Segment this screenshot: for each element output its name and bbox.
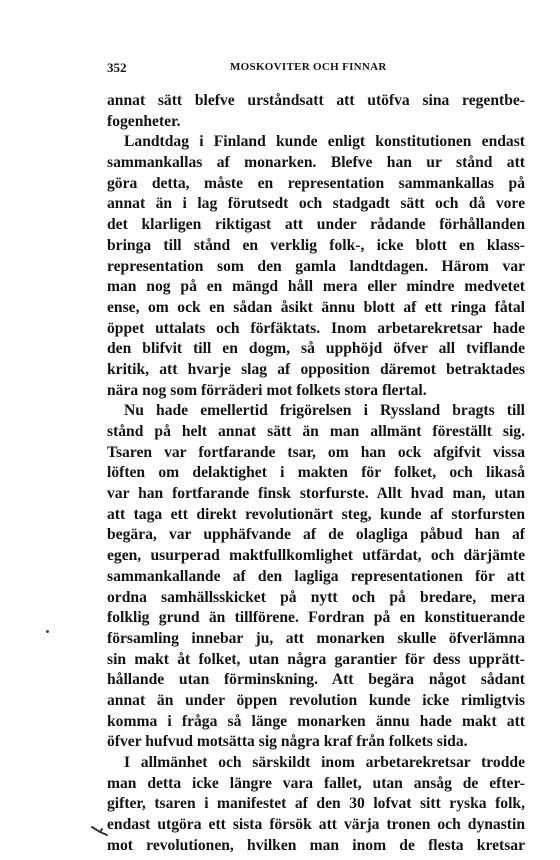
- text-line: man detta icke längre vara fallet, utan ansåg de efter-: [107, 774, 525, 792]
- text-line: Landtdag i Finland kunde enligt konstitutionen endast: [124, 133, 525, 151]
- text-line: fogenheter.: [107, 112, 181, 130]
- text-line: att taga ett direkt revolutionärt steg, kunde af storfursten: [107, 505, 525, 523]
- text-line: öfver hufvud motsätta sig några kraf från folkets sida.: [107, 733, 468, 751]
- text-line: sin makt åt folket, utan några garantier för dess upprätt-: [107, 650, 525, 668]
- text-line: ordna samhällsskicket på nytt och på bredare, mera: [107, 588, 525, 606]
- text-line: annat än under öppen revolution kunde icke rimligtvis: [107, 691, 525, 709]
- text-line: komma i fråga så länge monarken ännu hade makt att: [107, 712, 525, 730]
- text-line: var han fortfarande finsk storfurste. Allt hvad man, utan: [107, 485, 525, 503]
- text-line: Nu hade emellertid frigörelsen i Ryssland bragts till: [124, 402, 525, 420]
- text-line: hållande utan förminskning. Att begära något sådant: [107, 671, 525, 689]
- text-line: mot revolutionen, hvilken man inom de flesta kretsar: [107, 836, 525, 854]
- text-line: nära nog som förräderi mot folkets stora flertal.: [107, 381, 427, 399]
- text-line: sammankallas af monarken. Blefve han ur stånd att: [107, 154, 525, 172]
- text-line: öppet uttalats och förfäktats. Inom arbetarekretsar hade: [107, 319, 525, 337]
- text-line: församling innebar ju, att monarken skulle öfverlämna: [107, 629, 525, 647]
- margin-dot: [46, 630, 49, 633]
- text-line: annat än i lag förutsedt och stadgadt sätt och då vore: [107, 195, 525, 213]
- text-line: den blifvit till en dogm, så upphöjd öfver all tviflande: [107, 340, 525, 358]
- text-line: annat sätt blefve urståndsatt att utöfva sina regentbe-: [107, 92, 525, 109]
- text-line: representation som den gamla landtdagen. Härom var: [107, 257, 525, 275]
- text-line: bringa till stånd en verklig folk-, icke blott en klass-: [107, 236, 525, 254]
- text-line: begära, var upphäfvande af de olagliga påbud han af: [107, 526, 525, 544]
- page-header: [107, 60, 522, 78]
- text-line: I allmänhet och särskildt inom arbetarekretsar trodde: [124, 754, 525, 771]
- text-line: det klarligen riktigast att under rådande förhållanden: [107, 216, 525, 234]
- pencil-mark-icon: [90, 824, 110, 838]
- page-number: 352: [107, 60, 127, 75]
- text-line: man nog på en mängd håll mera eller mindre medvetet: [107, 278, 525, 296]
- text-line: Tsaren var fortfarande tsar, om han ock afgifvit vissa: [107, 443, 525, 461]
- text-line: göra detta, måste en representation sammankallas på: [107, 174, 525, 192]
- text-line: endast utgöra ett sista försök att värja tronen och dynastin: [107, 816, 525, 834]
- text-line: stånd på helt annat sätt än man allmänt föreställt sig.: [107, 423, 525, 440]
- text-line: folklig grund än tillförene. Fordran på en konstituerande: [107, 609, 525, 627]
- body-text: [107, 91, 525, 856]
- text-line: löften om delaktighet i makten för folket, och likaså: [107, 464, 525, 482]
- text-line: egen, usurperad maktfullkomlighet utfärdat, och därjämte: [107, 547, 525, 565]
- running-title: MOSKOVITER OCH FINNAR: [230, 61, 387, 73]
- text-line: sammankallande af den lagliga representationen för att: [107, 567, 525, 585]
- text-line: kritik, att hvarje slag af opposition däremot betraktades: [107, 360, 525, 378]
- text-line: gifter, tsaren i manifestet af den 30 lofvat sitt ryska folk,: [107, 795, 525, 813]
- text-line: ense, om ock en sådan åsikt ännu blott af ett ringa fåtal: [107, 298, 525, 316]
